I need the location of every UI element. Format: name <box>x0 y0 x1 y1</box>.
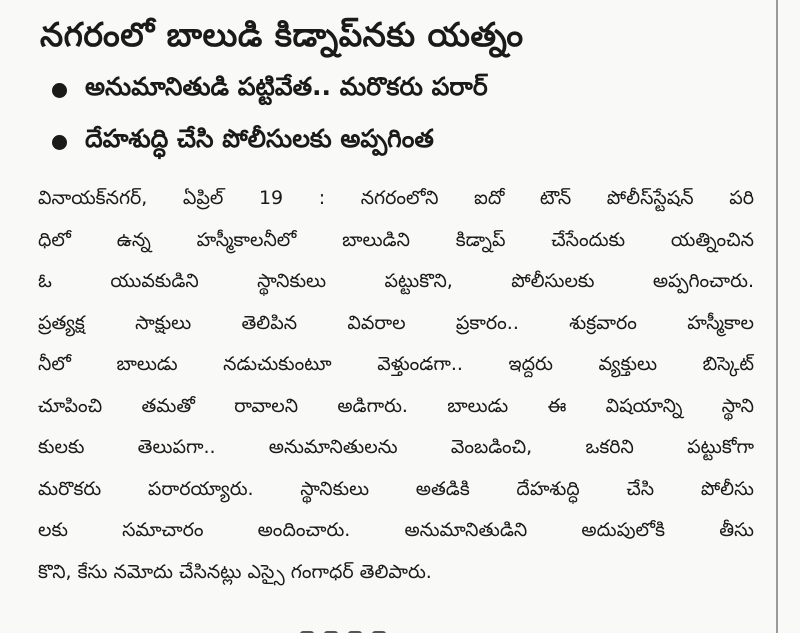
column-divider <box>776 0 778 633</box>
article-body <box>38 178 754 593</box>
bullet-icon <box>52 135 67 150</box>
article-line: కొని, కేసు నమోదు చేసినట్లు ఎస్సై గంగాధర్ తెలిపారు. <box>38 560 432 583</box>
headline: నగరంలో బాలుడి కిడ్నాప్‌నకు యత్నం <box>40 15 524 54</box>
article-line: ఓ యువకుడిని స్థానికులు పట్టుకొని, పోలీసులకు అప్పగించారు. <box>38 270 754 292</box>
article-line: లకు సమాచారం అందించారు. అనుమానితుడిని అదుపులోకి తీసు <box>38 519 754 541</box>
article-line: మరొకరు పరారయ్యారు. స్థానికులు అతడికి దేహశుద్ధి చేసి పోలీసు <box>38 477 754 500</box>
subheadline-item <box>34 116 764 168</box>
article-line: చూపించి తమతో రావాలని అడిగారు. బాలుడు ఈ విషయాన్ని స్థాని <box>38 394 754 417</box>
article-line: ప్రత్యక్ష సాక్షులు తెలిపిన వివరాల ప్రకారం.. శుక్రవారం హస్మీకాల <box>38 311 754 334</box>
subheadline-text: దేహశుద్ధి చేసి పోలీసులకు అప్పగింత <box>85 124 434 153</box>
article-line: వినాయక్‌నగర్, ఏప్రిల్ 19 : నగరంలోని ఐదో టౌన్ పోలీస్‌స్టేషన్ పరి <box>38 187 754 209</box>
cropped-next-line-fragment <box>300 622 420 633</box>
subheadline-item <box>34 64 764 116</box>
article-line: కులకు తెలుపగా.. అనుమానితులను వెంబడించి, ఒకరిని పట్టుకోగా <box>38 436 754 458</box>
bullet-icon <box>52 83 67 98</box>
article-line: ధిలో ఉన్న హస్మీకాలనీలో బాలుడిని కిడ్నాప్ చేసేందుకు యత్నించిన <box>38 228 754 251</box>
article-line: నీలో బాలుడు నడుచుకుంటూ వెళ్తుండగా.. ఇద్దరు వ్యక్తులు బిస్కెట్ <box>38 353 754 375</box>
subheadline-list <box>34 64 764 168</box>
subheadline-text: అనుమానితుడి పట్టివేత.. మరొకరు పరార్ <box>85 72 488 101</box>
